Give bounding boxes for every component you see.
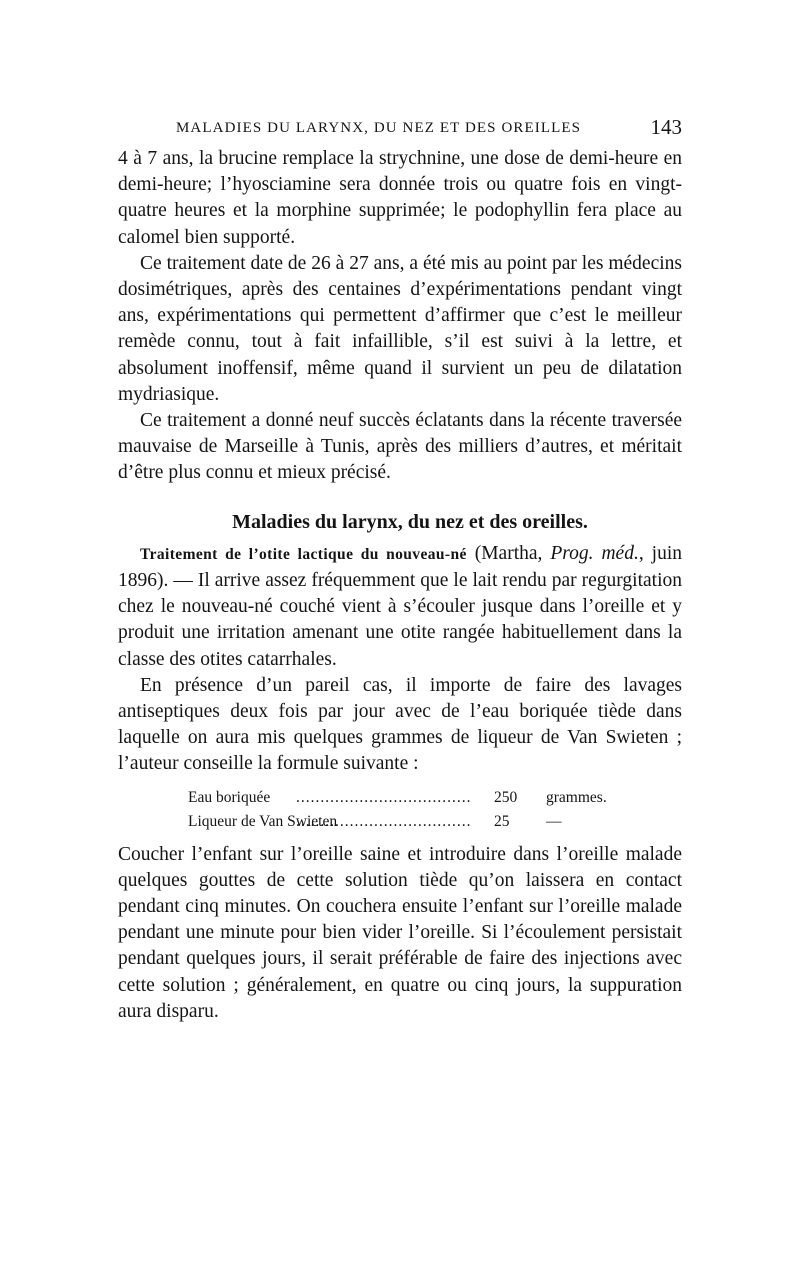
formula-unit: grammes. — [546, 788, 607, 806]
running-head — [118, 112, 682, 146]
running-head-title: MALADIES DU LARYNX, DU NEZ ET DES OREILLES — [176, 120, 582, 136]
book-page — [118, 112, 682, 1025]
formula-row — [118, 786, 682, 810]
formula-unit: — — [546, 812, 562, 830]
reference-close: , juin 1896). — — [118, 542, 682, 592]
formula-leader-dots: .................................... — [296, 812, 472, 830]
formula-leader-dots: .................................... — [296, 788, 472, 806]
reference-open: (Martha, — [466, 542, 551, 564]
reference-journal: Prog. méd. — [550, 542, 639, 564]
paragraph-continuation: 4 à 7 ans, la brucine remplace la strychnine, une dose de demi-heure en demi-heure; l’hyosciamine sera donnée trois ou quatre fois en vingt-quatre heures et la morphine supprimée; le podophyllin fera place au calomel bien supporté. — [118, 148, 682, 248]
formula-ingredient: Liqueur de Van Swieten — [188, 812, 338, 830]
paragraph-treatment-history: Ce traitement date de 26 à 27 ans, a été mis au point par les médecins dosimétriques, après des centaines d’expérimentations pendant vingt ans, expérimentations qui permettent d’affirmer que c’est le meilleur remède connu, tout à fait infaillible, s’il est suivi à la lettre, et absolument inoffensif, même quand il survient un peu de dilatation mydriasique. — [118, 252, 682, 405]
formula-quantity: 250 — [494, 788, 518, 806]
formula-ingredient: Eau boriquée — [188, 788, 271, 806]
body-text-closing — [118, 842, 682, 1025]
formula-quantity: 25 — [494, 812, 510, 830]
section-heading: Maladies du larynx, du nez et des oreilles. — [232, 510, 588, 533]
paragraph-otite-text: Il arrive assez fréquemment que le lait rendu par regurgitation chez le nouveau-né couché vient à s’écouler jusque dans l’oreille et y produit une irritation amenant une otite rangée habituellement dans la classe des otites catarrhales. — [118, 570, 682, 670]
paragraph-treatment-success: Ce traitement a donné neuf succès éclatants dans la récente traversée mauvaise de Marseille à Tunis, après des milliers d’autres, et méritait d’être plus connu et mieux précisé. — [118, 410, 682, 484]
formula-row — [118, 810, 682, 834]
paragraph-otite-treatment: En présence d’un pareil cas, il importe de faire des lavages antiseptiques deux fois par jour avec de l’eau boriquée tiède dans laquelle on aura mis quelques grammes de liqueur de Van Swieten ; l’auteur conseille la formule suivante : — [118, 674, 682, 775]
body-text — [118, 146, 682, 778]
page-number: 143 — [650, 115, 682, 139]
paragraph-closing: Coucher l’enfant sur l’oreille saine et introduire dans l’oreille malade quelques gouttes de cette solution tiède qu’on laissera en contact pendant cinq minutes. On couchera ensuite l’enfant sur l’oreille malade pendant une minute pour bien vider l’oreille. Si l’écoulement persistait pendant quelques jours, il serait préférable de faire des injections avec cette solution ; généralement, en quatre ou cinq jours, la suppuration aura disparu. — [118, 843, 682, 1022]
formula-table — [118, 786, 682, 834]
paragraph-otite-intro — [118, 541, 682, 673]
article-subhead: Traitement de l’otite lactique du nouveau-né — [140, 545, 467, 563]
